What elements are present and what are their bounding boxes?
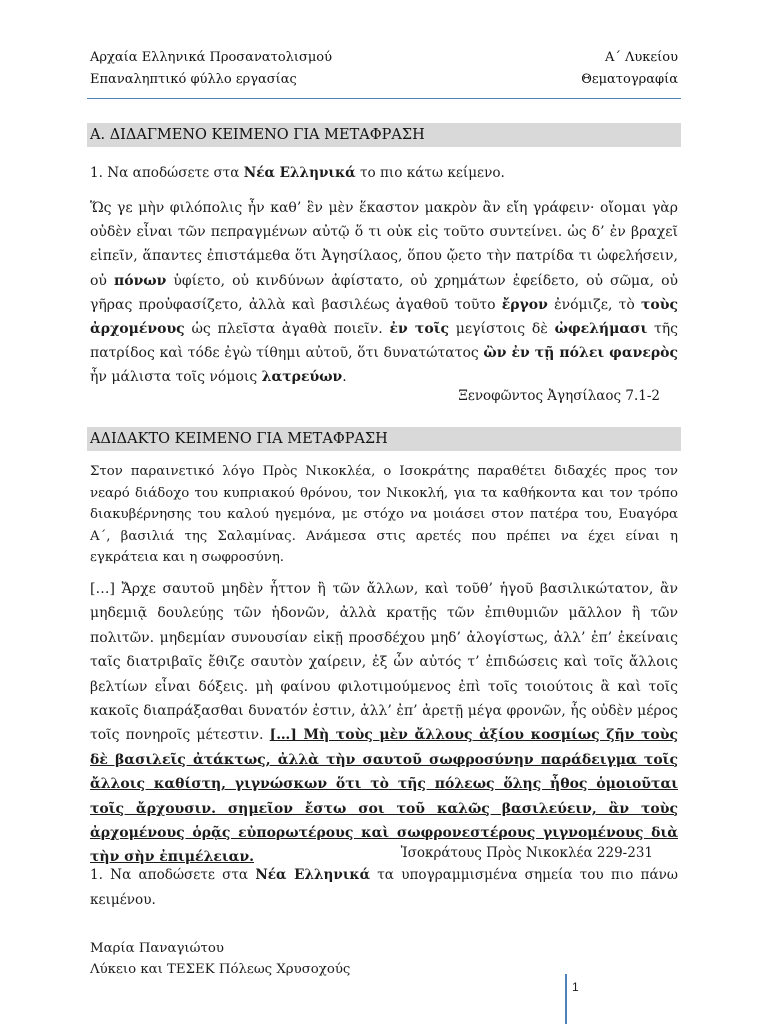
- grade-label: Α΄ Λυκείου: [605, 50, 678, 65]
- question-emphasis: Νέα Ελληνικά: [255, 867, 371, 883]
- page-number: 1: [572, 980, 579, 994]
- section-a-source: Ξενοφῶντος Ἀγησίλαος 7.1-2: [458, 388, 660, 404]
- school-name: Λύκειο και ΤΕΣΕΚ Πόλεως Χρυσοχούς: [90, 962, 351, 977]
- question-text: 1. Να αποδώσετε στα: [90, 165, 244, 181]
- bold-term: λατρεύων: [261, 369, 343, 386]
- bold-term: ἐν τοῖς: [389, 321, 449, 338]
- section-b-intro: Στον παραινετικό λόγο Πρὸς Νικοκλέα, ο Ισοκράτης παραθέτει διδαχές προς τον νεαρό διάδοχο του κυπριακού θρόνου, τον Νικοκλή, για τα καθήκοντα και τον τρόπο διακυβέρνησης του καλού ηγεμόνα, με στόχο να μοιάσει στον πατέρα του, Ευαγόρα Α΄, βασιλιά της Σαλαμίνας. Ανάμεσα στις αρετές που πρέπει να έχει είναι η εγκράτεια και η σωφροσύνη.: [90, 464, 678, 565]
- bold-term: τοὺς ἀρχομένους: [90, 296, 678, 338]
- text-run: ἐνόμιζε, τὸ: [547, 296, 641, 313]
- underlined-passage: […] Μὴ τοὺς μὲν ἄλλους ἀξίου κοσμίως ζῆν τοὺς δὲ βασιλεῖς ἀτάκτως, ἀλλὰ τὴν σαυτοῦ σωφροσύνην παράδειγμα τοῖς ἄλλοις καθίστη, γιγνώσκων ὅτι τὸ τῆς πόλεως ὅλης ἦθος ὁμοιοῦται τοῖς ἄρχουσιν. σημεῖον ἔστω σοι τοῦ καλῶς βασιλεύειν, ἂν τοὺς ἀρχομένους ὁρᾷς εὐπορωτέρους καὶ σωφρονεστέρους γιγνομένους διὰ τὴν σὴν ἐπιμέλειαν.: [90, 727, 678, 866]
- question-text: 1. Να αποδώσετε στα: [90, 867, 256, 883]
- question-text: τα υπογραμμισμένα σημεία του πιο πάνω κειμένου.: [90, 867, 679, 908]
- text-run: μεγίστοις δὲ: [449, 321, 555, 338]
- text-run: .: [342, 369, 347, 386]
- section-a-greek-text: [90, 196, 678, 390]
- section-b-heading: ΑΔΙΔΑΚΤΟ ΚΕΙΜΕΝΟ ΓΙΑ ΜΕΤΑΦΡΑΣΗ: [87, 427, 681, 451]
- page-number-rule: [565, 974, 567, 1024]
- bold-term: πόνων: [113, 272, 167, 289]
- bold-term: ὠφελήμασι: [554, 321, 648, 338]
- topic-label: Θεματογραφία: [581, 72, 678, 87]
- section-b-greek-text: [90, 577, 678, 870]
- section-a-heading: Α. ΔΙΔΑΓΜΕΝΟ ΚΕΙΜΕΝΟ ΓΙΑ ΜΕΤΑΦΡΑΣΗ: [87, 123, 681, 147]
- text-run: Ὥς γε μὴν φιλόπολις ἦν καθ’ ἓν μὲν ἕκαστον μακρὸν ἂν εἴη γράφειν· οἴομαι γὰρ οὐδὲν εἶναι τῶν πεπραγμένων αὐτῷ ὅ τι οὐκ εἰς τοῦτο συντείνει. ὡς δ’ ἐν βραχεῖ εἰπεῖν, ἅπαντες ἐπιστάμεθα ὅτι Ἀγησίλαος, ὅπου ᾤετο τὴν πατρίδα τι ὠφελήσειν, οὐ: [90, 200, 678, 289]
- question-emphasis: Νέα Ελληνικά: [243, 165, 356, 181]
- bold-term: ὢν ἐν τῇ πόλει φανερὸς: [483, 345, 678, 362]
- bold-term: ἔργον: [501, 296, 548, 313]
- section-a-question: [90, 161, 678, 186]
- section-b-source: Ἰσοκράτους Πρὸς Νικοκλέα 229-231: [400, 845, 653, 861]
- worksheet-title: Επαναληπτικό φύλλο εργασίας: [90, 72, 297, 87]
- text-run: ὑφίετο, οὐ κινδύνων ἀφίστατο, οὐ χρημάτων ἐφείδετο, οὐ σῶμα, οὐ γῆρας προὐφασίζετο, ἀλλὰ καὶ βασιλέως ἀγαθοῦ τοῦτο: [90, 272, 679, 313]
- text-run: […] Ἄρχε σαυτοῦ μηδὲν ἧττον ἢ τῶν ἄλλων, καὶ τοῦθ’ ἡγοῦ βασιλικώτατον, ἂν μηδεμιᾷ δουλεύῃς τῶν ἡδονῶν, ἀλλὰ κρατῇς τῶν ἐπιθυμιῶν μᾶλλον ἢ τῶν πολιτῶν. μηδεμίαν συνουσίαν εἰκῇ προσδέχου μηδ’ ἀλογίστως, ἀλλ’ ἐπ’ ἐκείναις ταῖς διατριβαῖς ἔθιζε σαυτὸν χαίρειν, ἐξ ὧν αὐτός τ’ ἐπιδώσεις καὶ τοῖς ἄλλοις βελτίων εἶναι δόξεις. μὴ φαίνου φιλοτιμούμενος ἐπὶ τοῖς τοιούτοις ἃ καὶ τοῖς κακοῖς διαπράξασθαι δυνατόν ἐστιν, ἀλλ’ ἐπ’ ἀρετῇ μέγα φρονῶν, ἧς οὐδὲν μέρος τοῖς πονηροῖς μέτεστιν.: [90, 581, 678, 744]
- text-run: ὡς πλεῖστα ἀγαθὰ ποιεῖν.: [184, 321, 390, 338]
- header-left: [90, 47, 332, 91]
- header-right: [581, 47, 678, 91]
- author-name: Μαρία Παναγιώτου: [90, 941, 224, 956]
- header-rule: [87, 98, 681, 99]
- text-run: ἦν μάλιστα τοῖς νόμοις: [90, 369, 262, 386]
- author-block: [90, 938, 350, 980]
- text-run: τῆς πατρίδος καὶ τόδε ἐγὼ τίθημι αὐτοῦ, ὅτι δυνατώτατος: [90, 321, 679, 362]
- course-title: Αρχαία Ελληνικά Προσανατολισμού: [90, 50, 333, 65]
- section-b-question: [90, 863, 678, 912]
- question-text: το πιο κάτω κείμενο.: [355, 165, 505, 181]
